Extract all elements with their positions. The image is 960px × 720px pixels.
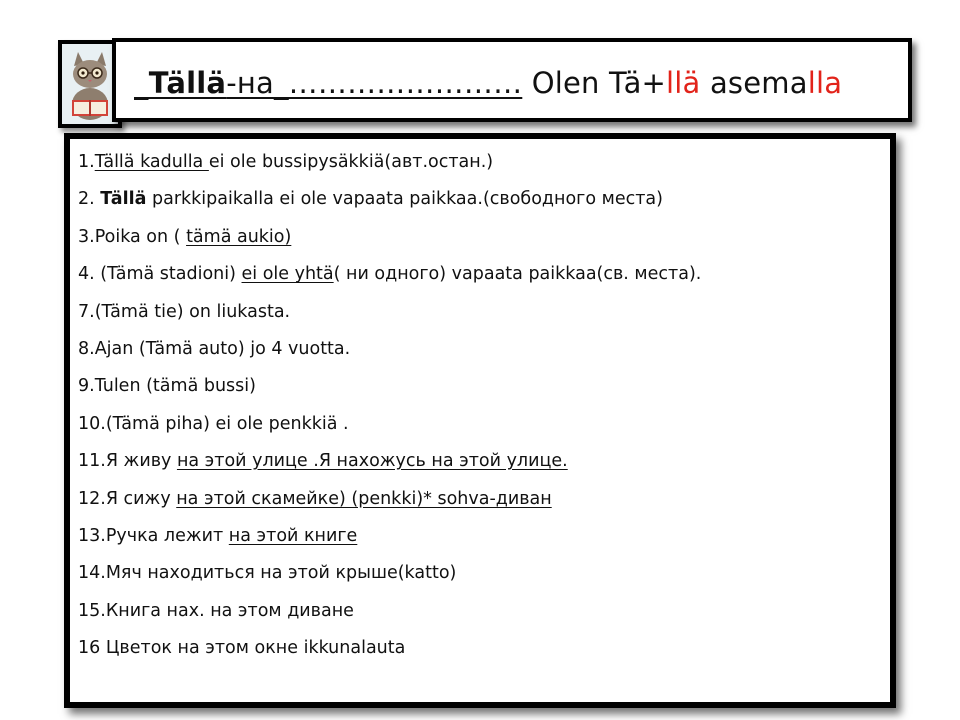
underlined-answer: на этой скамейке) (penkki)* sohva-диван xyxy=(176,488,552,509)
underlined-answer: tämä aukio) xyxy=(186,226,292,247)
underlined-answer: Tällä kadulla xyxy=(94,152,209,172)
exercise-line xyxy=(78,261,701,298)
line-text: 4. (Tämä stadioni) xyxy=(78,264,242,285)
line-text: 10.(Tämä piha) ei ole penkkiä . xyxy=(78,413,349,434)
underlined-answer: на этой книге xyxy=(228,525,358,546)
title-banner xyxy=(112,38,912,122)
line-text: ei ole bussipysäkkiä(авт.остан.) xyxy=(208,152,494,172)
title-olen-ta: Olen Tä+ xyxy=(531,66,667,100)
exercise-line xyxy=(78,523,701,560)
page-title xyxy=(134,66,842,100)
line-text: parkkipaikalla ei ole vapaata paikkaa.(свободного места) xyxy=(146,189,663,210)
exercise-line xyxy=(78,299,701,336)
exercise-line xyxy=(78,224,701,261)
line-text: 13.Ручка лежит xyxy=(78,525,229,546)
title-dots: _…………………… xyxy=(273,66,523,100)
exercise-line xyxy=(78,598,701,635)
line-text: 7.(Tämä tie) on liukasta. xyxy=(78,301,291,322)
exercise-line xyxy=(78,560,701,597)
line-text: 9.Tulen (tämä bussi) xyxy=(78,376,256,397)
title-ending-lla: llä xyxy=(666,66,701,100)
line-text: ( ни одного) vapaata paikkaa(св. места). xyxy=(333,264,702,285)
title-ending-lla-2: lla xyxy=(807,66,843,100)
line-text: 16 Цветок на этом окне ikkunalauta xyxy=(78,638,406,659)
exercise-line xyxy=(78,411,701,448)
underlined-answer: ei ole yhtä xyxy=(241,264,334,285)
line-text: 3.Poika on ( xyxy=(78,226,187,247)
exercise-line xyxy=(78,635,701,672)
line-text: 14.Мяч находиться на этой крыше(katto) xyxy=(78,563,457,584)
exercise-line xyxy=(78,149,701,186)
cat-illustration xyxy=(62,44,118,124)
exercise-line xyxy=(78,373,701,410)
exercise-line xyxy=(78,486,701,523)
line-text: 2. xyxy=(78,189,101,210)
line-text: 11.Я живу xyxy=(78,451,177,472)
underlined-answer: на этой улице .Я нахожусь на этой улице. xyxy=(176,451,568,472)
exercise-line xyxy=(78,336,701,373)
line-text: 15.Книга нах. на этом диване xyxy=(78,600,354,621)
title-asema: asema xyxy=(700,66,808,100)
line-text: 12.Я сижу xyxy=(78,488,177,509)
bold-word: Tällä xyxy=(100,189,147,210)
exercise-line xyxy=(78,448,701,485)
exercise-line xyxy=(78,186,701,223)
title-suffix-na: -на xyxy=(226,66,274,100)
exercise-list xyxy=(78,149,701,672)
exercise-panel xyxy=(64,133,896,708)
line-text: 1. xyxy=(78,152,95,172)
title-word-talla: _Tällä xyxy=(134,66,227,100)
line-text: 8.Ajan (Tämä auto) jo 4 vuotta. xyxy=(78,338,351,359)
